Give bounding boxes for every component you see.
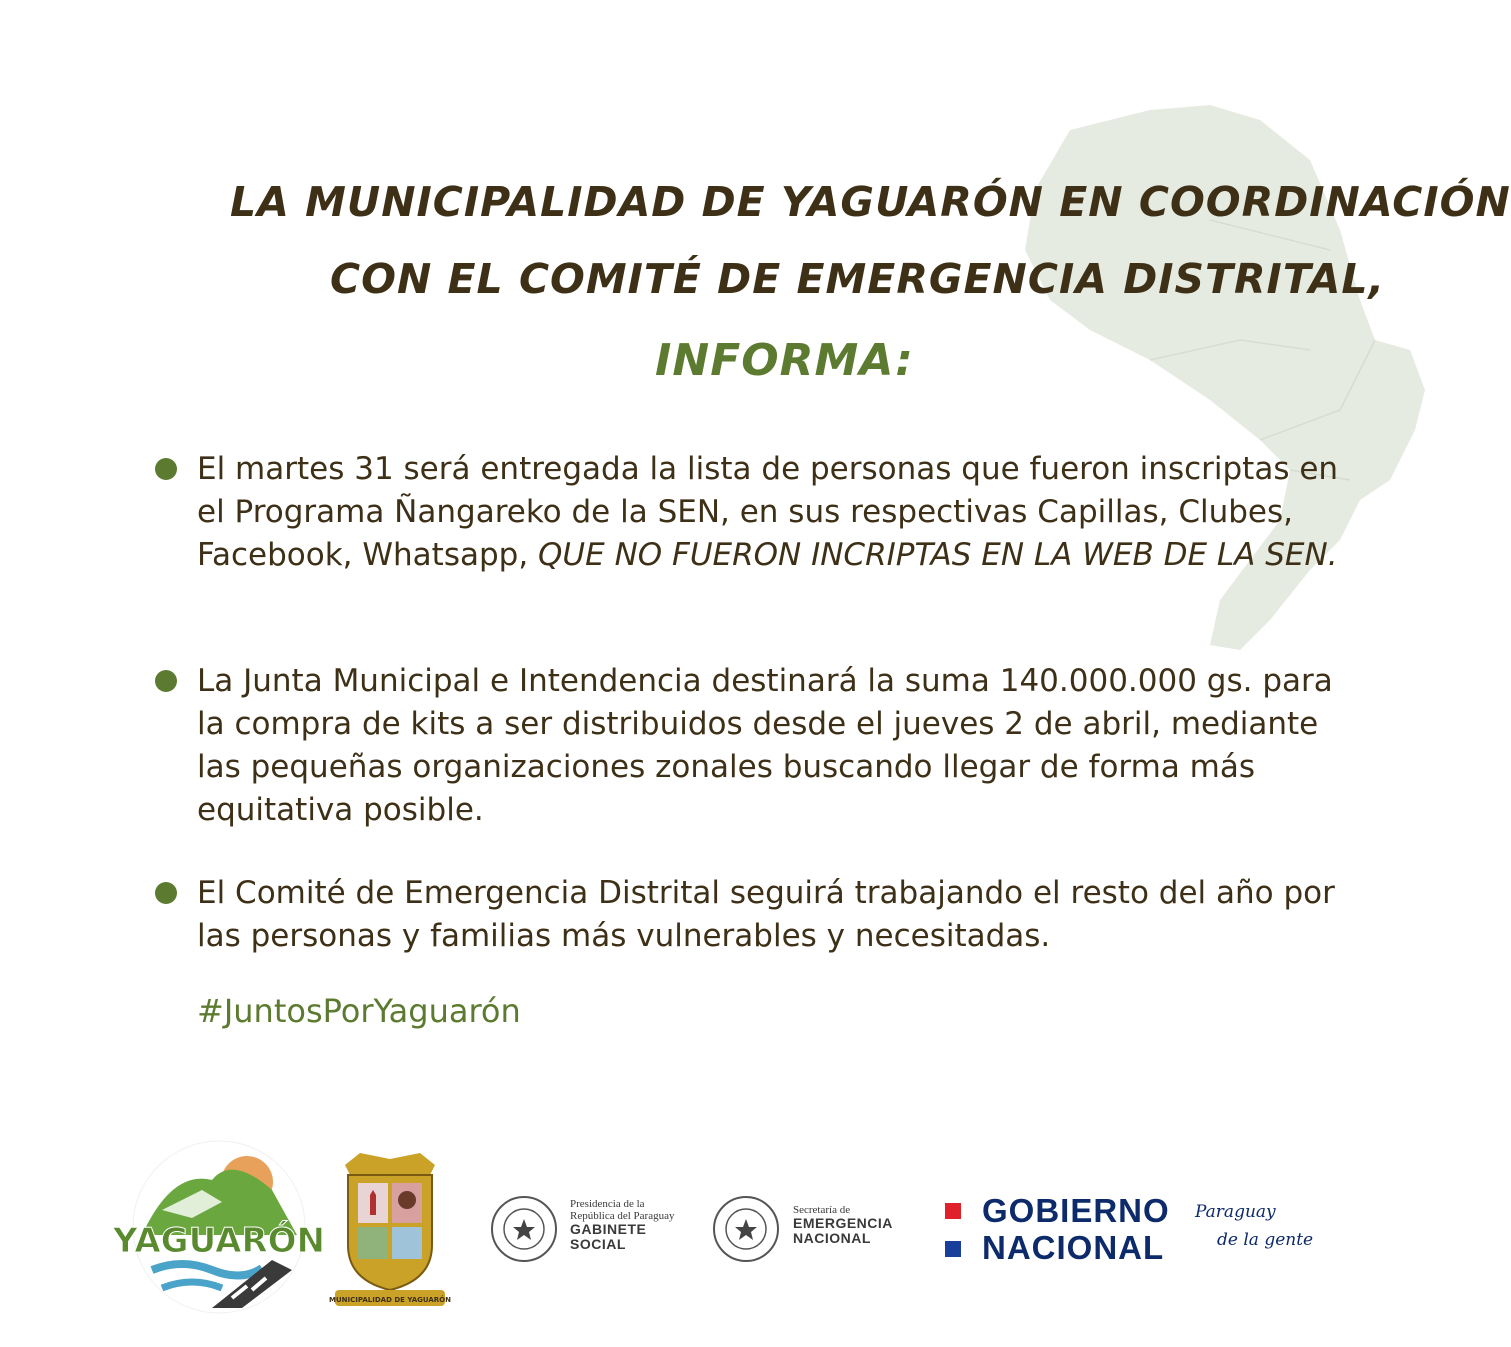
republica-seal-icon (490, 1195, 558, 1263)
yaguaron-logo-text: YAGUARÓN (112, 1221, 326, 1261)
headline-informa: INFORMA: (655, 335, 914, 386)
blue-square-icon (945, 1241, 961, 1257)
sen-line-2: EMERGENCIA (793, 1215, 893, 1231)
shield-banner-text: MUNICIPALIDAD DE YAGUARÓN (329, 1296, 451, 1304)
gabinete-line-2: República del Paraguay (570, 1210, 675, 1222)
hashtag: #JuntosPorYaguarón (197, 992, 521, 1030)
sen-logo (793, 1204, 893, 1246)
logos-row (0, 1120, 1473, 1320)
bullet-dot-icon (155, 458, 177, 480)
paraguay-de-la-gente-logo (1195, 1198, 1313, 1254)
gabinete-line-3: GABINETE (570, 1221, 647, 1237)
bullet-dot-icon (155, 882, 177, 904)
list-item-text: La Junta Municipal e Intendencia destinará la suma 140.000.000 gs. para la compra de kits a ser distribuidos desde el jueves 2 de abril, mediante las pequeñas organizaciones zonales buscando llegar de forma más equitativa posible. (197, 663, 1333, 828)
gobierno-word: GOBIERNO (982, 1192, 1170, 1229)
red-square-icon (945, 1203, 961, 1219)
list-item-text: El Comité de Emergencia Distrital seguirá trabajando el resto del año por las personas y familias más vulnerables y necesitadas. (197, 875, 1335, 954)
headline-line-1: LA MUNICIPALIDAD DE YAGUARÓN EN COORDINACIÓN (230, 178, 1511, 226)
list-item-body: El martes 31 será entregada la lista de personas que fueron inscriptas en el Programa Ñangareko de la SEN, en sus respectivas Capillas, Clubes, Facebook, Whatsapp, (197, 451, 1339, 573)
list-item-text (197, 448, 1367, 577)
bullet-dot-icon (155, 670, 177, 692)
gabinete-line-1: Presidencia de la (570, 1198, 645, 1210)
municipalidad-shield-logo (330, 1145, 450, 1310)
gabinete-line-4: SOCIAL (570, 1236, 626, 1252)
republica-seal-icon (712, 1195, 780, 1263)
list-item-emphasis: QUE NO FUERON INCRIPTAS EN LA WEB DE LA SEN. (538, 537, 1338, 573)
sen-line-3: NACIONAL (793, 1230, 871, 1246)
pyg-line-2: de la gente (1217, 1230, 1314, 1250)
nacional-word: NACIONAL (982, 1229, 1165, 1266)
gabinete-social-logo (570, 1198, 674, 1252)
yaguaron-logo (112, 1140, 326, 1315)
pyg-line-1: Paraguay (1195, 1202, 1276, 1222)
headline-line-2: CON EL COMITÉ DE EMERGENCIA DISTRITAL, (330, 255, 1386, 303)
sen-line-1: Secretaría de (793, 1204, 851, 1216)
